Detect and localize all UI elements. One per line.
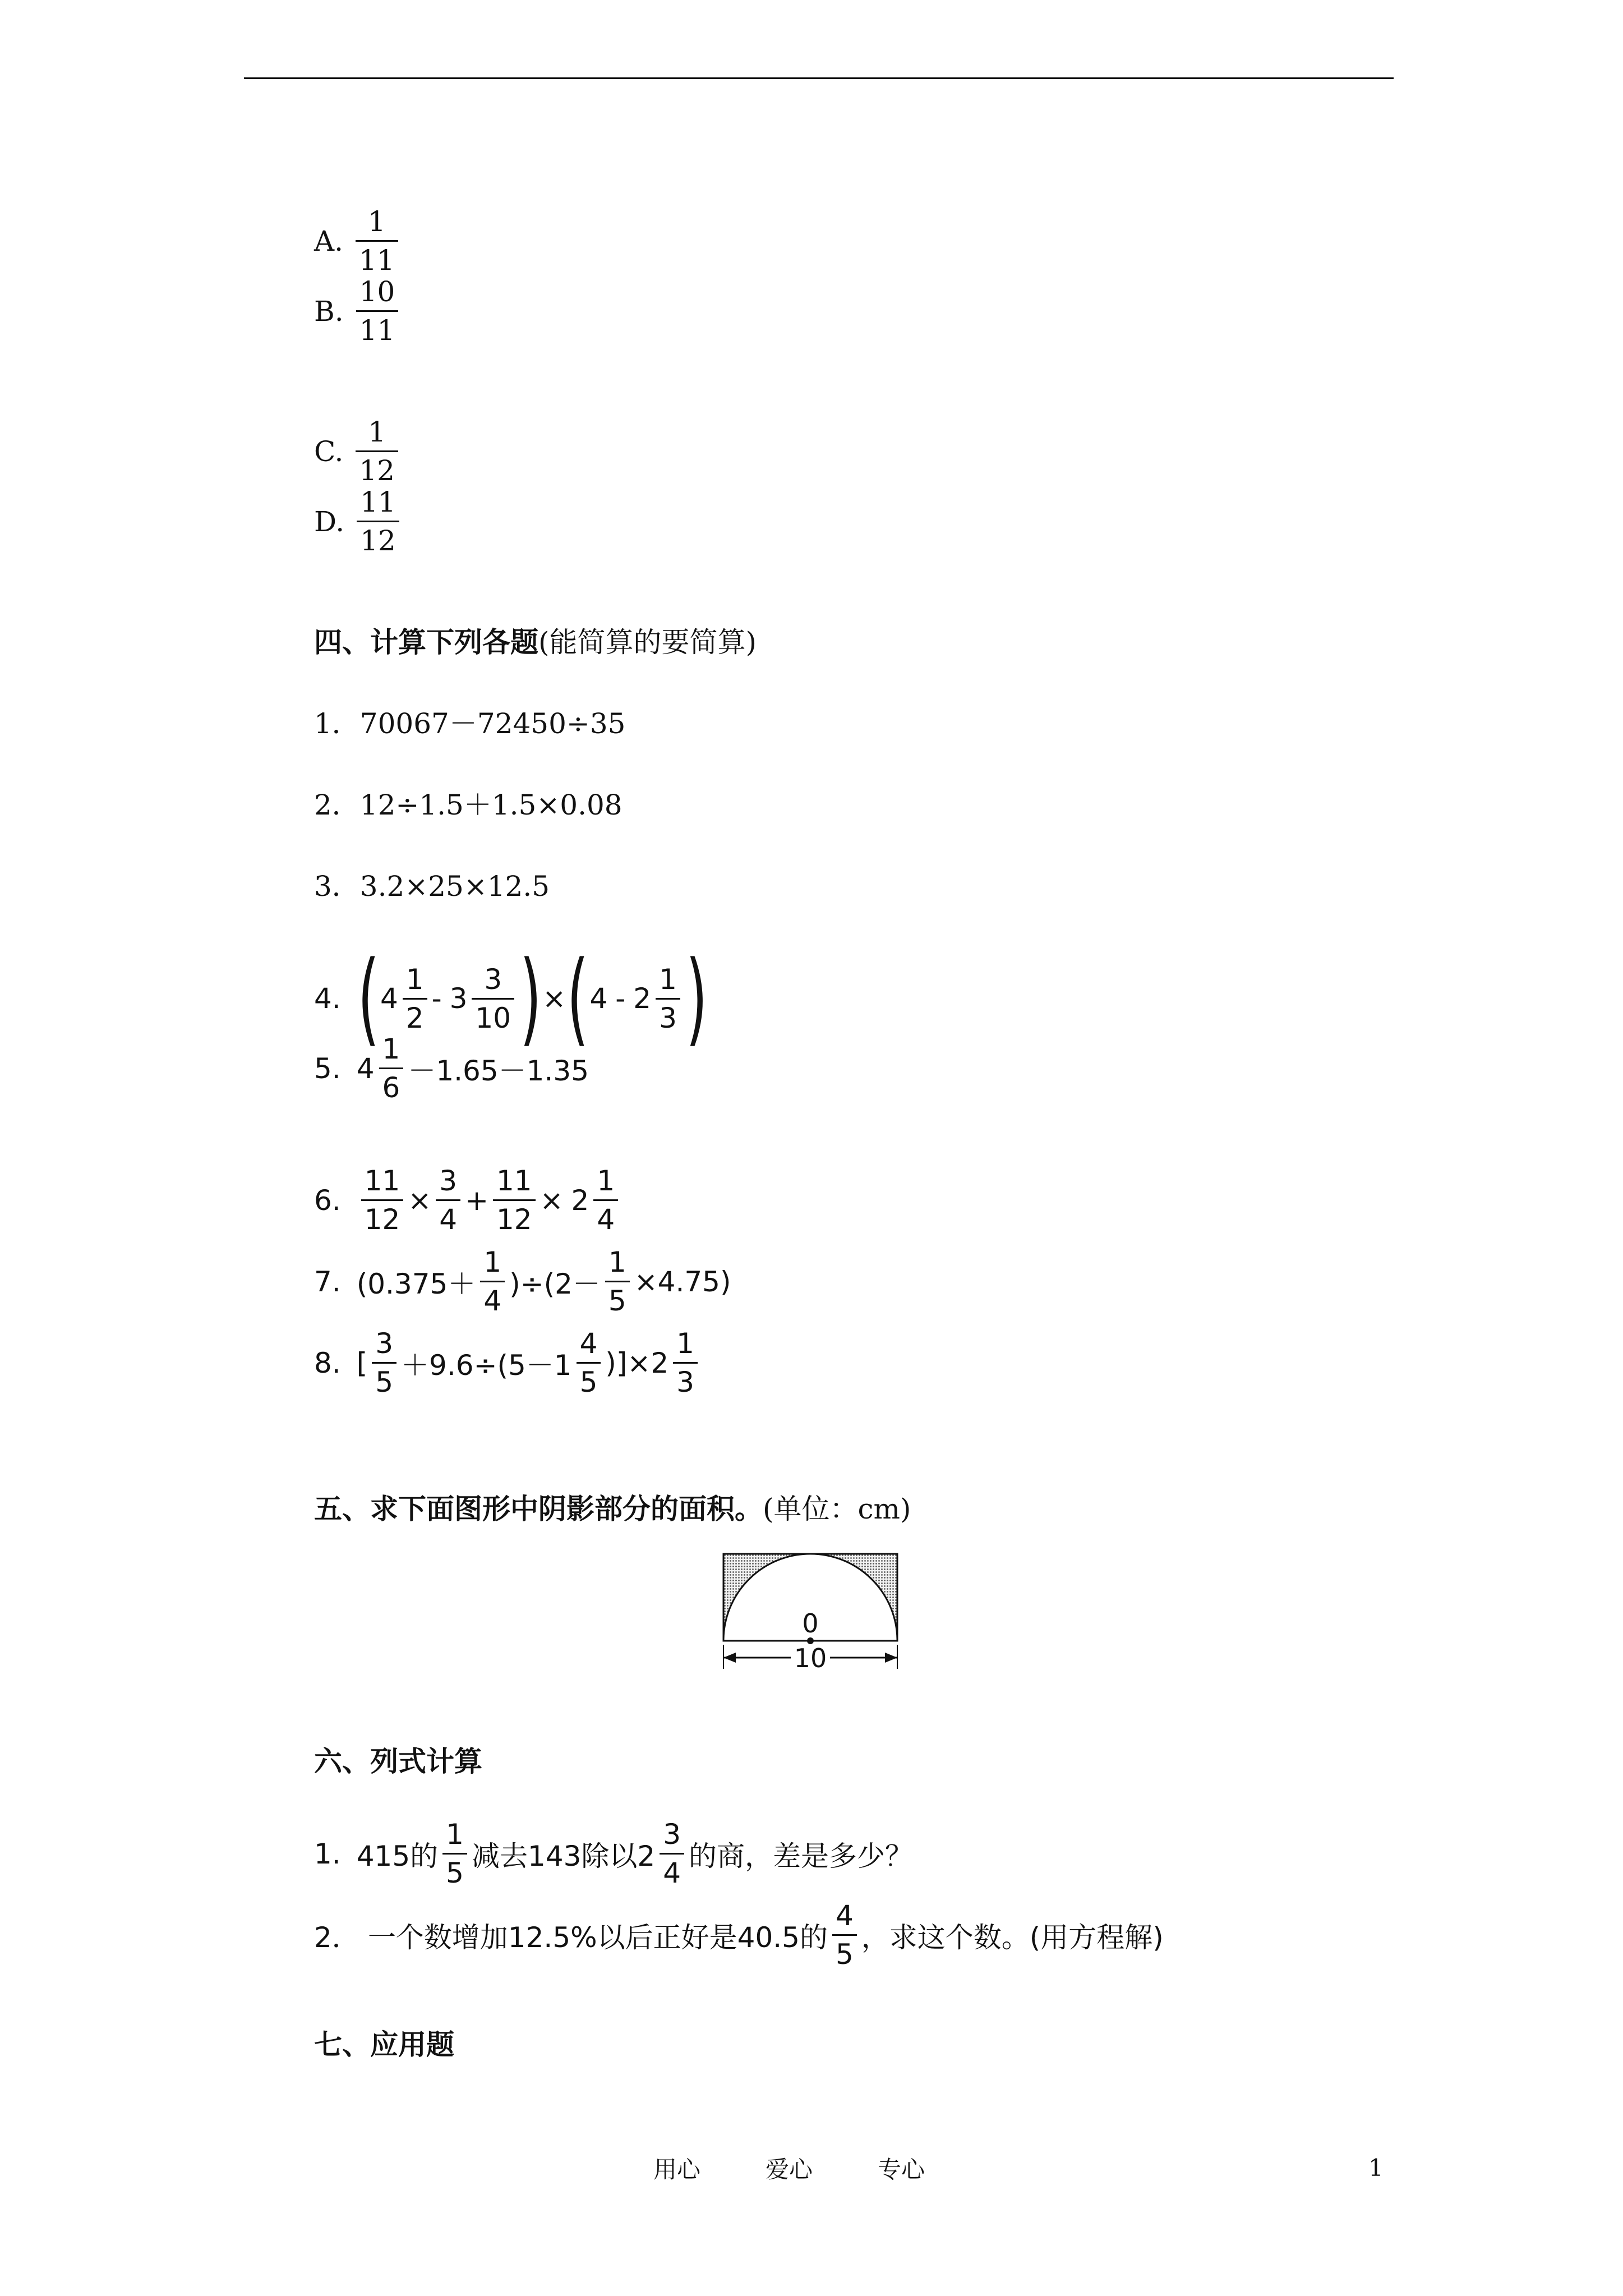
footer-item: 爱心 <box>766 2156 813 2183</box>
fraction: $\frac{11}{12}$ <box>357 488 399 555</box>
section7-heading <box>314 2022 454 2063</box>
option-letter: D. <box>314 505 345 538</box>
option-c[interactable] <box>314 418 403 485</box>
option-letter: C. <box>314 435 344 468</box>
width-label: 10 <box>794 1643 827 1673</box>
arrow-left-icon <box>723 1653 736 1663</box>
section4-heading <box>314 620 757 660</box>
fraction: $\frac{10}{11}$ <box>356 278 399 344</box>
left-paren: ( <box>357 940 380 1057</box>
section-title: 七、应用题 <box>314 2028 454 2061</box>
option-letter: B. <box>314 295 344 328</box>
section-title: 六、列式计算 <box>314 1745 482 1778</box>
fraction: $\frac{1}{12}$ <box>356 418 398 485</box>
section-title: 五、求下面图形中阴影部分的面积。 <box>314 1492 763 1525</box>
problem-5: 5. 4 $\frac{1}{6}$ －1.65－1.35 <box>314 1033 589 1104</box>
arrow-right-icon <box>885 1653 897 1663</box>
header-rule <box>244 77 1394 79</box>
option-a[interactable] <box>314 205 403 277</box>
footer-item: 用心 <box>653 2156 701 2183</box>
option-d[interactable] <box>314 488 404 555</box>
section-note: (单位：cm) <box>763 1493 911 1525</box>
section6-heading <box>314 1739 482 1779</box>
right-paren: ) <box>519 940 542 1057</box>
problem-7: 7. (0.375＋ $\frac{1}{4}$ )÷(2－ $\frac{1}{5}$ ×4.75) <box>314 1246 731 1317</box>
question-2: 2． 一个数增加12.5%以后正好是40.5的 $\frac{4}{5}$ ，求这个数。(用方程解) <box>314 1899 1164 1971</box>
problem-2: 2．12÷1.5＋1.5×0.08 <box>314 789 623 821</box>
section-title: 四、计算下列各题 <box>314 625 538 659</box>
problem-8: 8. [ $\frac{3}{5}$ ＋9.6÷(5－1 $\frac{4}{5}$ )]×2 $\frac{1}{3}$ <box>314 1329 702 1396</box>
fraction: $\frac{1}{11}$ <box>356 208 398 274</box>
section-note: (能简算的要简算) <box>538 626 757 659</box>
problem-4: 4. ( 4 $\frac{1}{2}$ - 3 $\frac{3}{10}$ ) × ( 4 - 2 $\frac{1}{3}$ ) <box>314 940 708 1057</box>
section5-heading <box>314 1487 911 1527</box>
option-letter: A. <box>314 224 344 257</box>
option-b[interactable] <box>314 275 403 347</box>
problem-1: 1．70067－72450÷35 <box>314 707 626 740</box>
page-number: 1 <box>1368 2154 1384 2182</box>
left-paren: ( <box>567 940 589 1057</box>
problem-3: 3．3.2×25×12.5 <box>314 870 550 903</box>
question-1: 1. 415的 $\frac{1}{5}$ 减去143除以2 $\frac{3}{4}$ 的商，差是多少？ <box>314 1818 914 1889</box>
problem-6: 6. $\frac{11}{12}$ × $\frac{3}{4}$ + $\frac{11}{12}$ × 2 $\frac{1}{4}$ <box>314 1167 623 1234</box>
center-label: 0 <box>802 1608 819 1639</box>
semicircle-figure <box>718 1548 909 1688</box>
right-paren: ) <box>685 940 708 1057</box>
footer-item: 专心 <box>878 2156 925 2183</box>
